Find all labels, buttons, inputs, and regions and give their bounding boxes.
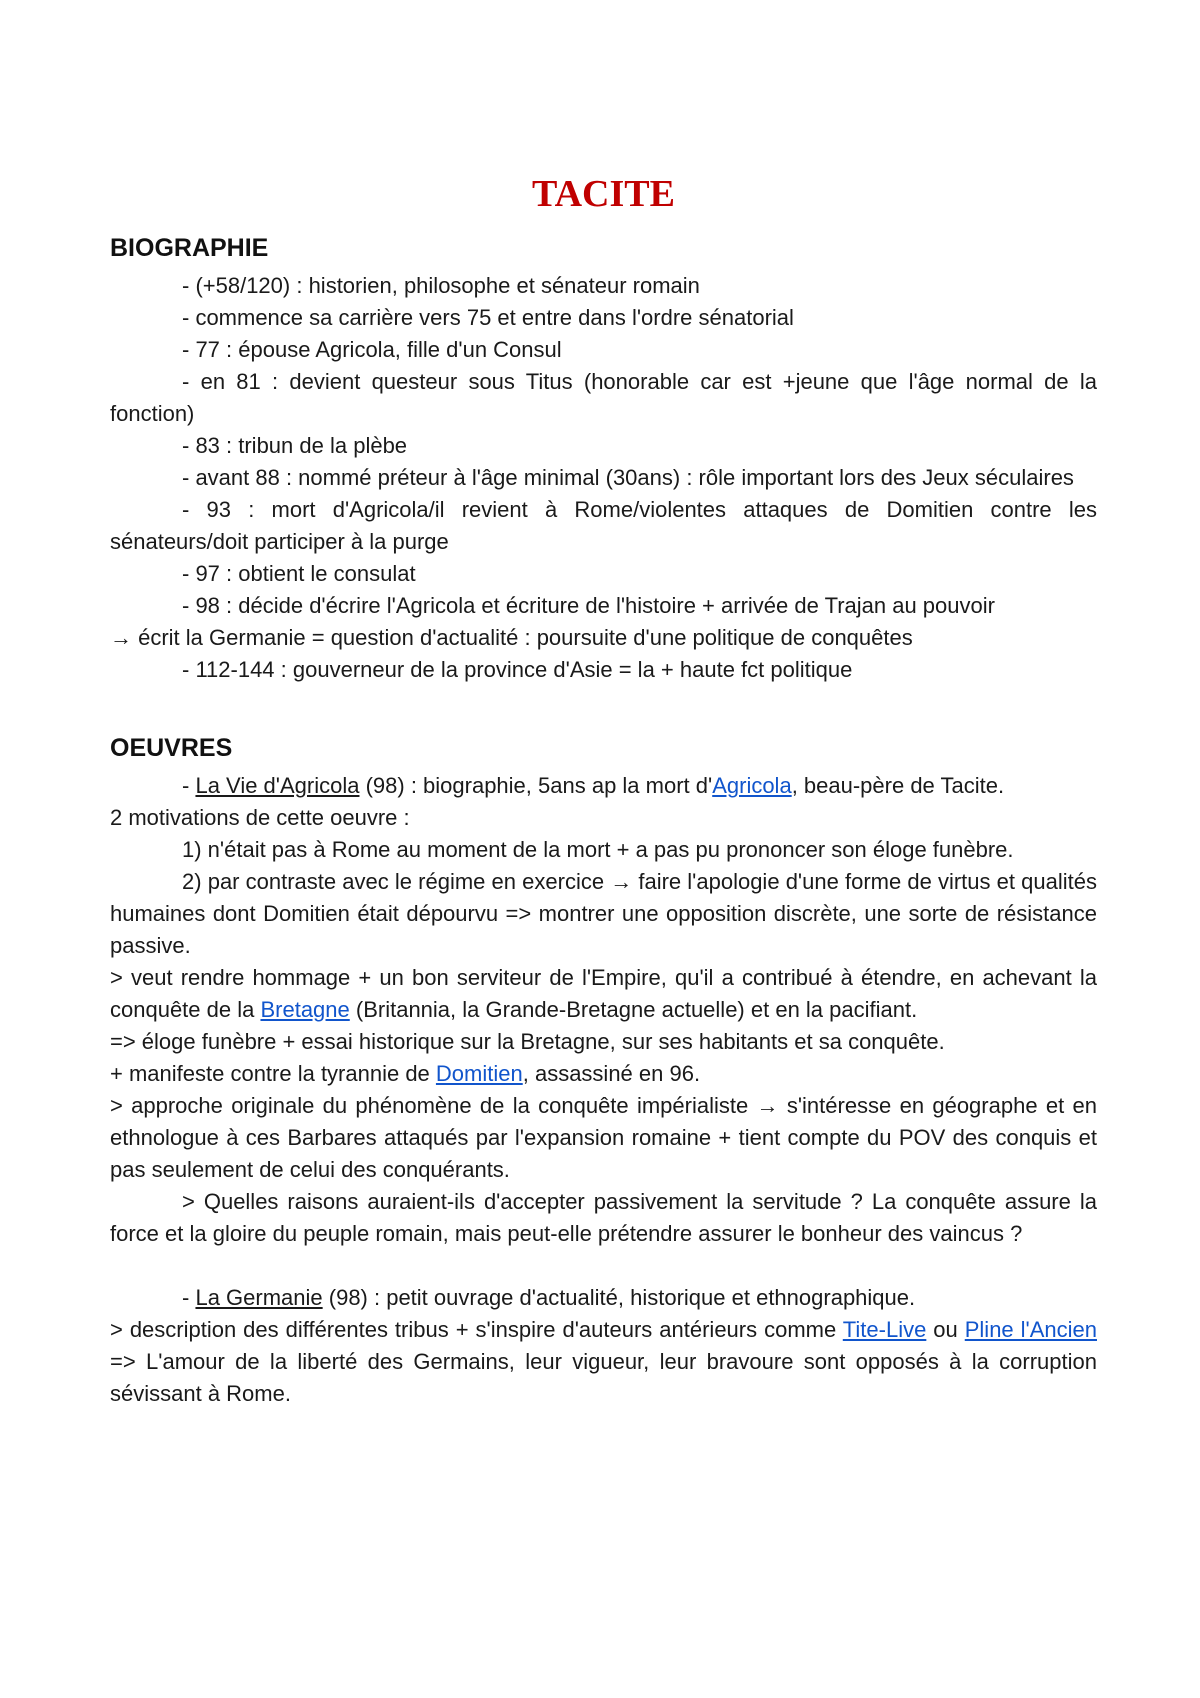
document-title: TACITE — [532, 173, 675, 215]
bio-item: - en 81 : devient questeur sous Titus (honorable car est +jeune que l'âge normal de la fonction) — [110, 369, 1097, 426]
germanie-desc-mid: ou — [926, 1317, 965, 1342]
question-paragraph: > Quelles raisons auraient-ils d'accepter passivement la servitude ? La conquête assure la force et la gloire du peuple romain, mais peut-elle prétendre assurer le bonheur des vaincus ? — [110, 1189, 1097, 1246]
bio-item: - 83 : tribun de la plèbe — [182, 433, 408, 458]
bio-item: - 112-144 : gouverneur de la province d'Asie = la + haute fct politique — [182, 657, 853, 682]
dash: - — [182, 773, 196, 798]
link-bretagne[interactable]: Bretagne — [260, 997, 350, 1022]
hommage-paragraph — [110, 962, 1097, 1026]
agricola-intro — [110, 770, 1097, 802]
germanie-desc-end: => L'amour de la liberté des Germains, leur vigueur, leur bravoure sont opposés à la corruption sévissant à Rome. — [110, 1349, 1097, 1406]
agricola-intro-text: (98) : biographie, 5ans ap la mort d' — [359, 773, 713, 798]
spacer — [110, 1250, 1097, 1282]
bio-item: - avant 88 : nommé préteur à l'âge minimal (30ans) : rôle important lors des Jeux séculaires — [182, 465, 1074, 490]
approche-paragraph: > approche originale du phénomène de la conquête impérialiste → s'intéresse en géographe et en ethnologue à ces Barbares attaqués par l'expansion romaine + tient compte du POV des conquis et pas seulement de celui des conquérants. — [110, 1093, 1097, 1182]
bio-item: - (+58/120) : historien, philosophe et sénateur romain — [182, 273, 700, 298]
link-domitien[interactable]: Domitien — [435, 1061, 523, 1086]
section-heading-biographie: BIOGRAPHIE — [110, 234, 269, 262]
section-heading-oeuvres: OEUVRES — [110, 734, 233, 762]
manifeste-line — [110, 1058, 1097, 1090]
bio-item: - 98 : décide d'écrire l'Agricola et écriture de l'histoire + arrivée de Trajan au pouvoir — [182, 593, 995, 618]
motivation-2: 2) par contraste avec le régime en exercice → faire l'apologie d'une forme de virtus et qualités humaines dont Domitien était dépourvu => montrer une opposition discrète, une sorte de résistance passive. — [110, 869, 1097, 958]
motivation-1: 1) n'était pas à Rome au moment de la mort + a pas pu prononcer son éloge funèbre. — [182, 837, 1014, 862]
link-tite-live[interactable]: Tite-Live — [842, 1317, 927, 1342]
bio-item-arrow: → écrit la Germanie = question d'actualité : poursuite d'une politique de conquêtes — [110, 625, 913, 650]
work-title-germanie: La Germanie — [195, 1285, 323, 1310]
germanie-desc-text: > description des différentes tribus + s'inspire d'auteurs antérieurs comme — [110, 1317, 843, 1342]
link-agricola[interactable]: Agricola — [712, 773, 792, 798]
motivations-line: 2 motivations de cette oeuvre : — [110, 805, 410, 830]
bio-item: - 77 : épouse Agricola, fille d'un Consul — [182, 337, 562, 362]
germanie-description — [110, 1314, 1097, 1410]
dash: - — [182, 1285, 196, 1310]
germanie-intro — [110, 1282, 1097, 1314]
bio-item: - commence sa carrière vers 75 et entre dans l'ordre sénatorial — [182, 305, 794, 330]
hommage-text: > veut rendre hommage + un bon serviteur de l'Empire, qu'il a contribué à étendre, en achevant la conquête de la — [110, 965, 1097, 1022]
link-pline-ancien[interactable]: Pline l'Ancien — [964, 1317, 1097, 1342]
eloge-line: => éloge funèbre + essai historique sur la Bretagne, sur ses habitants et sa conquête. — [110, 1029, 945, 1054]
agricola-intro-end: , beau-père de Tacite. — [791, 773, 1005, 798]
manifeste-text-end: , assassiné en 96. — [522, 1061, 701, 1086]
bio-item: - 93 : mort d'Agricola/il revient à Rome/violentes attaques de Domitien contre les sénateurs/doit participer à la purge — [110, 497, 1097, 554]
manifeste-text: + manifeste contre la tyrannie de — [110, 1061, 436, 1086]
bio-item: - 97 : obtient le consulat — [182, 561, 416, 586]
germanie-intro-text: (98) : petit ouvrage d'actualité, historique et ethnographique. — [322, 1285, 916, 1310]
work-title-agricola: La Vie d'Agricola — [195, 773, 360, 798]
hommage-text-end: (Britannia, la Grande-Bretagne actuelle) et en la pacifiant. — [349, 997, 918, 1022]
